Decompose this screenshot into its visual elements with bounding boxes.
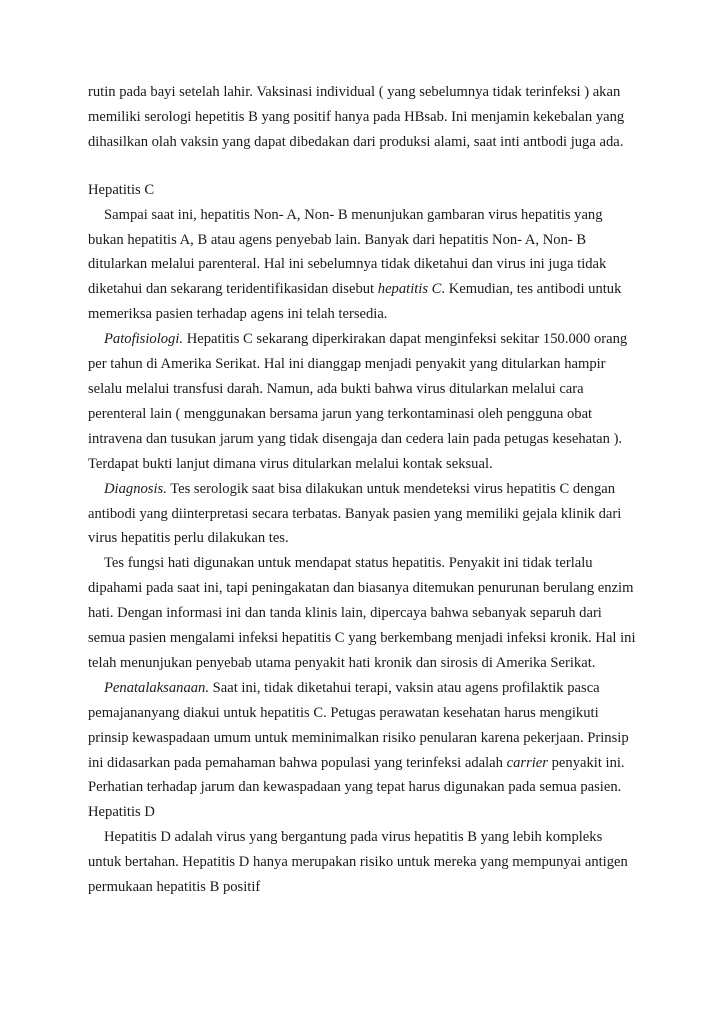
- subsection-label-diagnosis: Diagnosis.: [104, 480, 167, 497]
- text-line: bukan hepatitis A, B atau agens penyebab lain. Banyak dari hepatitis Non- A, Non- B: [88, 231, 587, 248]
- text-span: Saat ini, tidak diketahui terapi, vaksin atau agens profilaktik pasca: [208, 679, 600, 696]
- text-span: diketahui dan sekarang teridentifikasidan disebut: [88, 281, 378, 298]
- text-line: [88, 751, 648, 776]
- text-span: penyakit ini.: [547, 754, 625, 771]
- text-line: Hepatitis D adalah virus yang bergantung pada virus hepatitis B yang lebih kompleks: [104, 829, 603, 846]
- text-line: antibodi yang diinterpretasi secara terbatas. Banyak pasien yang memiliki gejala klinik dari: [88, 505, 622, 522]
- text-line: [88, 327, 648, 352]
- text-line: memiliki serologi hepetitis B yang positif hanya pada HBsab. Ini menjamin kekebalan yang: [88, 108, 625, 125]
- text-line: [88, 477, 648, 502]
- text-line: untuk bertahan. Hepatitis D hanya merupakan risiko untuk mereka yang mempunyai antigen: [88, 854, 628, 871]
- text-line: ditularkan melalui parenteral. Hal ini sebelumnya tidak diketahui dan virus ini juga tidak: [88, 256, 607, 273]
- text-line: hati. Dengan informasi ini dan tanda klinis lain, dipercaya bahwa sebanyak separuh dari: [88, 605, 602, 622]
- text-line: [88, 277, 648, 302]
- text-line: prinsip kewaspadaan umum untuk meminimalkan risiko penularan karena pekerjaan. Prinsip: [88, 729, 629, 746]
- text-line: Tes fungsi hati digunakan untuk mendapat status hepatitis. Penyakit ini tidak terlalu: [104, 555, 593, 572]
- text-line: [88, 676, 648, 701]
- text-line: dihasilkan olah vaksin yang dapat dibedakan dari produksi alami, saat inti antbodi juga ada.: [88, 133, 624, 150]
- text-span: . Kemudian, tes antibodi untuk: [441, 281, 622, 298]
- text-line: per tahun di Amerika Serikat. Hal ini dianggap menjadi penyakit yang ditularkan hampir: [88, 356, 606, 373]
- text-line: rutin pada bayi setelah lahir. Vaksinasi individual ( yang sebelumnya tidak terinfeksi ) akan: [88, 84, 621, 100]
- text-line: permukaan hepatitis B positif: [88, 879, 261, 896]
- text-line: Sampai saat ini, hepatitis Non- A, Non- B menunjukan gambaran virus hepatitis yang: [104, 206, 603, 223]
- text-line: virus hepatitis perlu dilakukan tes.: [88, 530, 289, 547]
- text-line: semua pasien mengalami infeksi hepatitis C yang berkembang menjadi infeksi kronik. Hal ini: [88, 630, 636, 647]
- text-span: Tes serologik saat bisa dilakukan untuk mendeteksi virus hepatitis C dengan: [166, 480, 616, 497]
- subsection-label-patofisiologi: Patofisiologi.: [104, 331, 184, 348]
- subsection-label-penatalaksanaan: Penatalaksanaan.: [104, 679, 209, 696]
- text-line: telah menunjukan penyebab utama penyakit hati kronik dan sirosis di Amerika Serikat.: [88, 654, 596, 671]
- text-line: memeriksa pasien terhadap agens ini telah tersedia.: [88, 306, 388, 323]
- section-heading-hepatitis-d: Hepatitis D: [88, 804, 155, 821]
- text-line: dipahami pada saat ini, tapi peningakatan dan biasanya ditemukan penurunan berulang enzim: [88, 580, 634, 597]
- italic-term: carrier: [506, 754, 548, 771]
- text-span: ini didasarkan pada pemahaman bahwa populasi yang terinfeksi adalah: [88, 754, 507, 771]
- text-line: Terdapat bukti lanjut dimana virus ditularkan melalui kontak seksual.: [88, 455, 493, 472]
- text-line: intravena dan tusukan jarum yang tidak disengaja dan cedera lain pada petugas kesehatan ).: [88, 430, 623, 447]
- section-heading-hepatitis-c: Hepatitis C: [88, 181, 155, 198]
- text-line: perenteral lain ( menggunakan bersama jarun yang terkontaminasi oleh pengguna obat: [88, 405, 593, 422]
- italic-term: hepatitis C: [377, 281, 442, 298]
- text-line: selalu melalui transfusi darah. Namun, ada bukti bahwa virus ditularkan melalui cara: [88, 380, 584, 397]
- paragraph-gap: [88, 155, 648, 178]
- text-span: Hepatitis C sekarang diperkirakan dapat menginfeksi sekitar 150.000 orang: [183, 331, 628, 348]
- text-line: Perhatian terhadap jarum dan kewaspadaan yang tepat harus digunakan pada semua pasien.: [88, 779, 622, 796]
- text-line: pemajananyang diakui untuk hepatitis C. Petugas perawatan kesehatan harus mengikuti: [88, 704, 599, 721]
